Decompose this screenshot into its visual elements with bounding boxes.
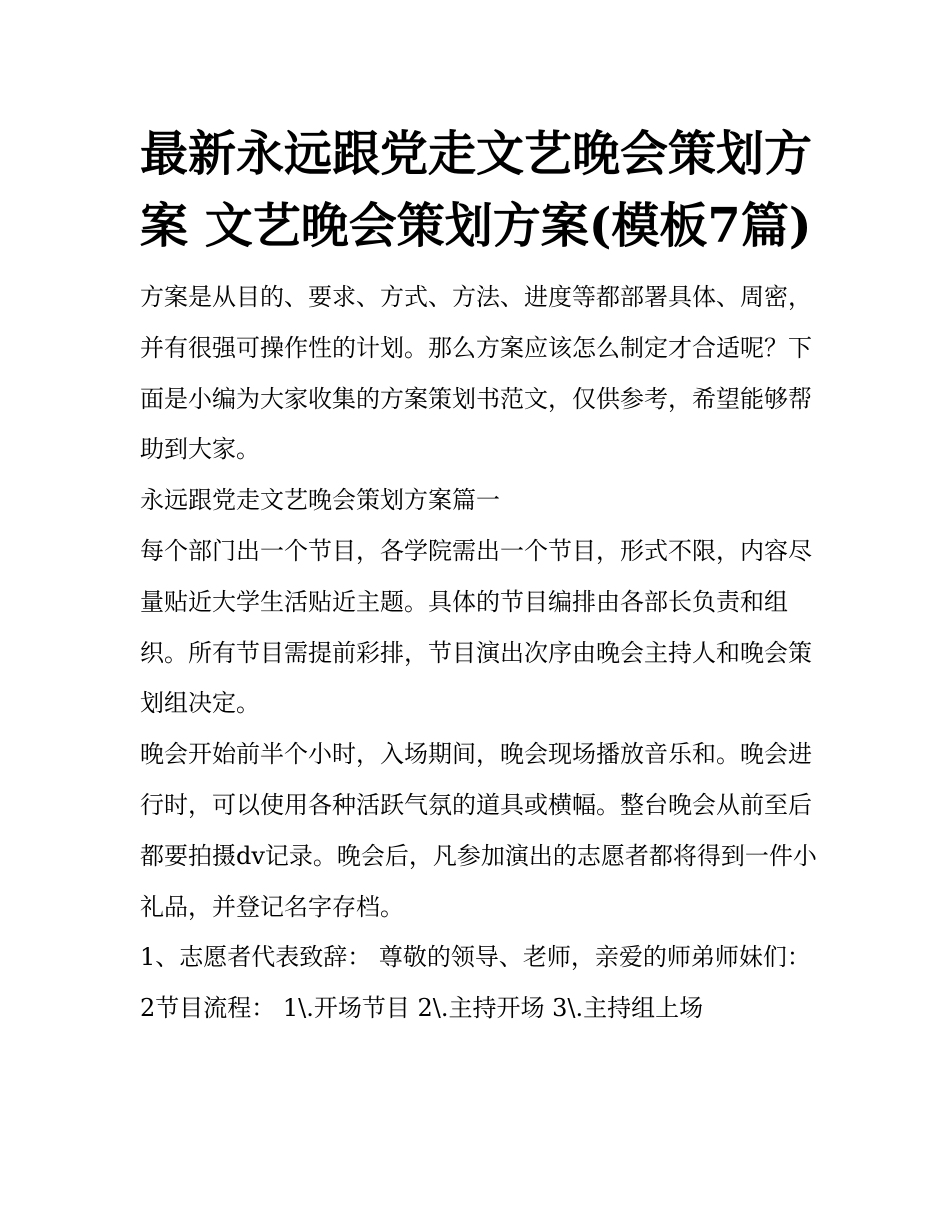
intro-paragraph: 方案是从目的、要求、方式、方法、进度等都部署具体、周密，并有很强可操作性的计划。那么方案应该怎么制定才合适呢？下面是小编为大家收集的方案策划书范文，仅供参考，希望能够帮助到大家。	[140, 283, 812, 464]
section-heading: 永远跟党走文艺晚会策划方案篇一	[140, 486, 500, 515]
document-body	[140, 272, 820, 1034]
body-paragraph-3: 1、志愿者代表致辞： 尊敬的领导、老师，亲爱的师弟师妹们： 2节目流程： 1\.开场节目 2\.主持开场 3\.主持组上场	[140, 943, 811, 1023]
document-title: 最新永远跟党走文艺晚会策划方案 文艺晚会策划方案(模板7篇)	[140, 126, 813, 254]
document-page	[140, 118, 820, 1034]
body-paragraph-1: 每个部门出一个节目，各学院需出一个节目，形式不限，内容尽量贴近大学生活贴近主题。具体的节目编排由各部长负责和组织。所有节目需提前彩排，节目演出次序由晚会主持人和晚会策划组决定。	[140, 536, 812, 718]
body-paragraph-2: 晚会开始前半个小时，入场期间，晚会现场播放音乐和。晚会进行时，可以使用各种活跃气氛的道具或横幅。整台晚会从前至后都要拍摄dv记录。晚会后，凡参加演出的志愿者都将得到一件小礼品，并登记名字存档。	[140, 740, 817, 921]
